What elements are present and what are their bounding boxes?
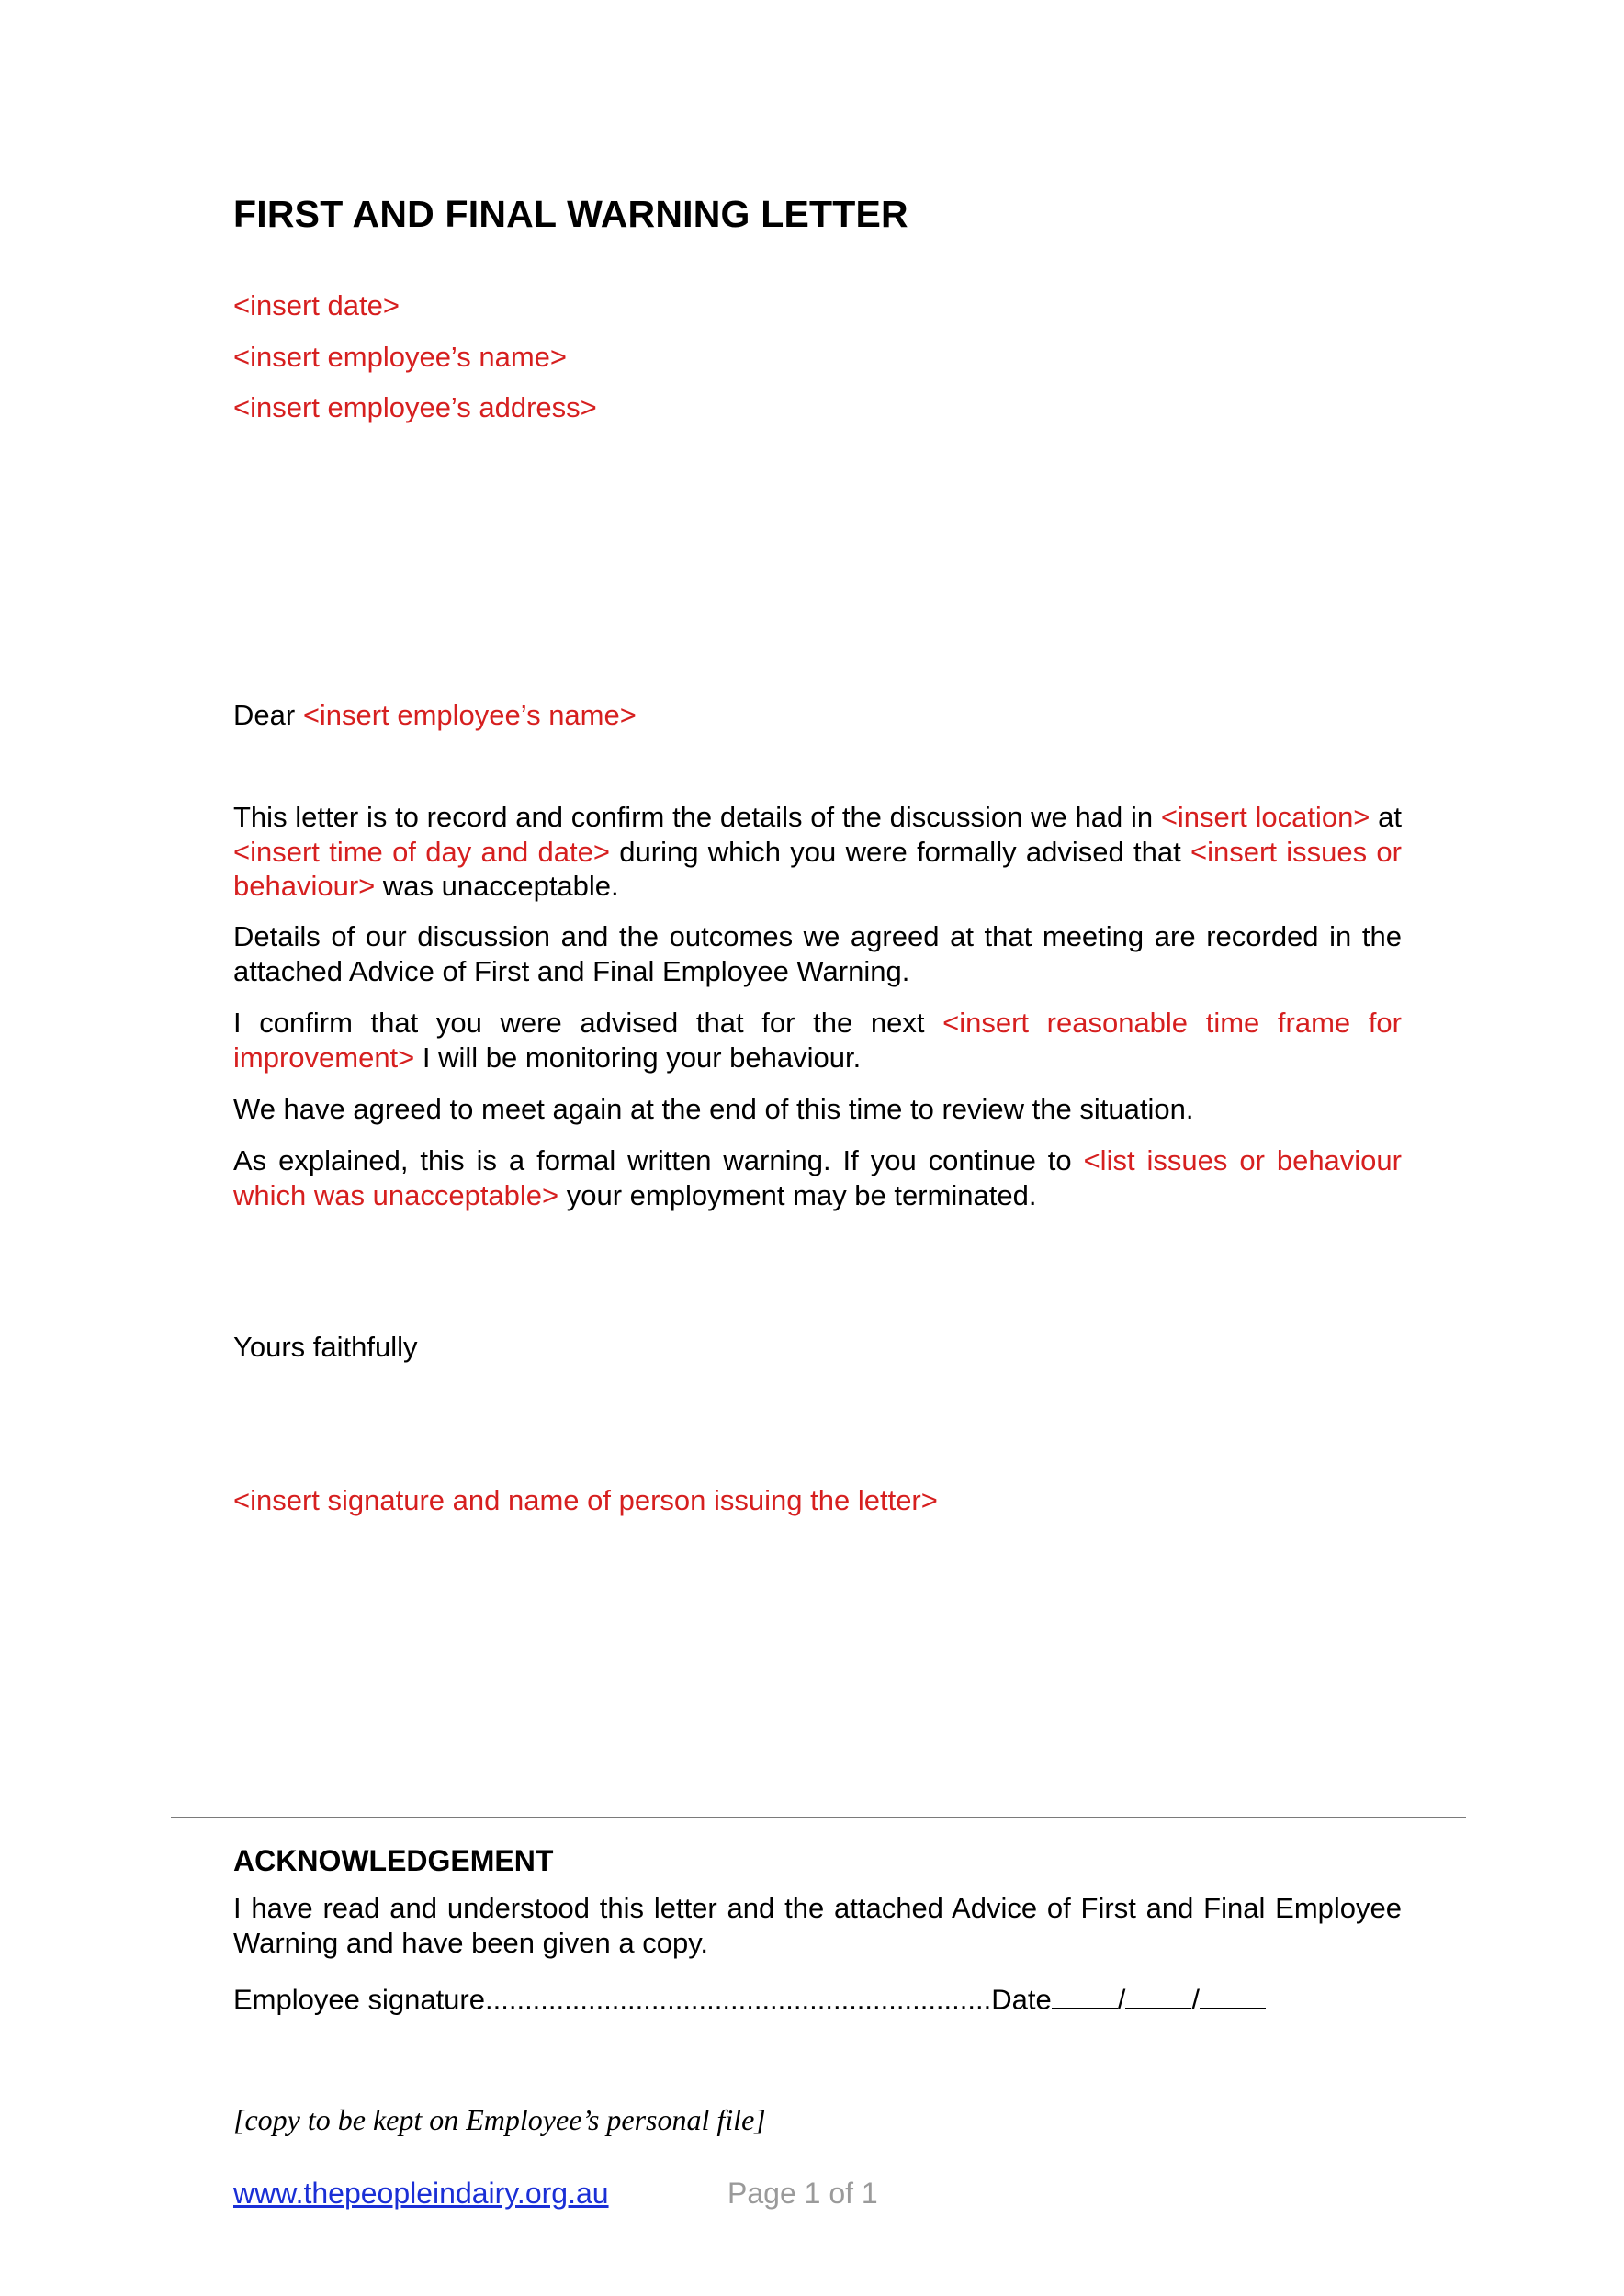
insert-address-placeholder: <insert employee’s address>: [233, 391, 597, 423]
paragraph-2: Details of our discussion and the outcomes we agreed at that meeting are recorded in the attached Advice of First and Final Employee Warning.: [233, 920, 1402, 987]
paragraph-3: [233, 1006, 1402, 1075]
signature-placeholder: <insert signature and name of person issuing the letter>: [233, 1484, 938, 1516]
date-month-blank[interactable]: [1125, 1977, 1191, 2009]
p1-text-a: This letter is to record and confirm the details of the discussion we had in: [233, 801, 1161, 833]
paragraph-4: We have agreed to meet again at the end of this time to review the situation.: [233, 1093, 1194, 1125]
closing: Yours faithfully: [233, 1331, 418, 1363]
p5-text-a: As explained, this is a formal written warning. If you continue to: [233, 1144, 1084, 1176]
location-placeholder: <insert location>: [1160, 801, 1370, 833]
date-year-blank[interactable]: [1200, 1977, 1266, 2009]
signature-label: Employee signature: [233, 1983, 485, 2016]
section-divider: [171, 1817, 1466, 1818]
p1-text-d: was unacceptable.: [375, 870, 619, 902]
acknowledgement-title: ACKNOWLEDGEMENT: [233, 1844, 554, 1877]
p1-text-c: during which you were formally advised that: [609, 835, 1191, 868]
timeframe-placeholder: <insert reasonable time frame for improvement>: [233, 1007, 1402, 1074]
time-placeholder: <insert time of day and date>: [233, 835, 610, 868]
p1-text-b: at: [1370, 801, 1403, 833]
paragraph-5: [233, 1143, 1402, 1212]
p5-text-b: your employment may be terminated.: [558, 1178, 1037, 1211]
date-label: Date: [991, 1983, 1052, 2016]
date-separator-2: /: [1191, 1983, 1200, 2016]
list-issues-placeholder: <list issues or behaviour which was unacceptable>: [233, 1144, 1402, 1211]
insert-name-placeholder: <insert employee’s name>: [233, 341, 568, 373]
insert-date-placeholder: <insert date>: [233, 289, 400, 321]
salutation-prefix: Dear: [233, 699, 303, 731]
letter-title: FIRST AND FINAL WARNING LETTER: [233, 193, 908, 235]
acknowledgement-text: I have read and understood this letter and the attached Advice of First and Final Employee Warning and have been given a copy.: [233, 1892, 1402, 1959]
salutation: [233, 698, 637, 733]
issues-placeholder: <insert issues or behaviour>: [233, 835, 1402, 902]
copy-note: [copy to be kept on Employee’s personal file]: [233, 2103, 766, 2136]
p3-text-a: I confirm that you were advised that for the next: [233, 1007, 943, 1039]
p3-text-b: I will be monitoring your behaviour.: [414, 1041, 862, 1074]
paragraph-1: [233, 800, 1402, 904]
signature-dots[interactable]: ................................................................: [485, 1983, 992, 2016]
date-day-blank[interactable]: [1052, 1977, 1118, 2009]
footer-page-number: Page 1 of 1: [727, 2177, 878, 2210]
footer-website-link[interactable]: www.thepeopleindairy.org.au: [233, 2177, 609, 2210]
date-separator-1: /: [1117, 1983, 1126, 2016]
employee-signature-line: [233, 1977, 1266, 2018]
salutation-name-placeholder: <insert employee’s name>: [302, 699, 637, 731]
